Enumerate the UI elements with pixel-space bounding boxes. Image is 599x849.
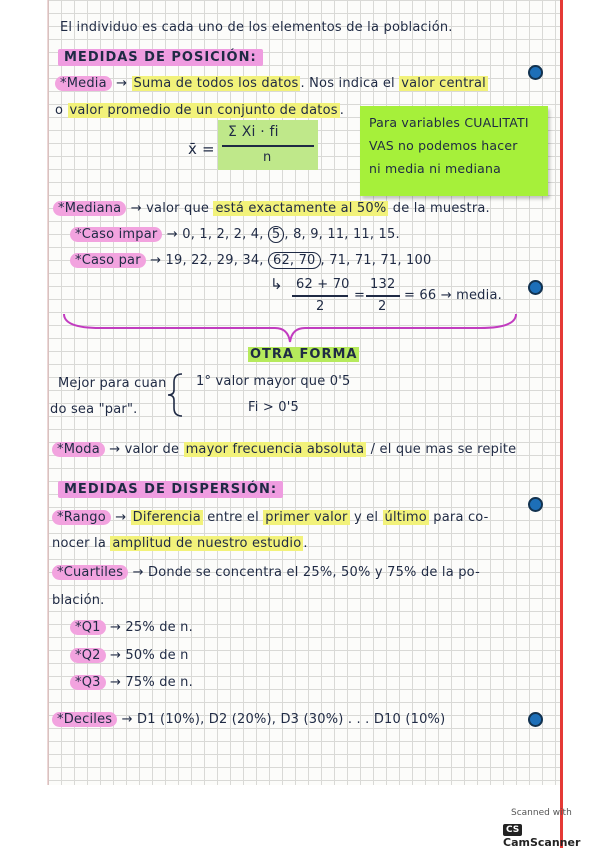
deciles-line [52, 712, 445, 727]
otra-forma-title [248, 347, 359, 362]
intro-line: El individuo es cada uno de los elementos de la población. [60, 20, 453, 35]
binder-hole-icon [528, 280, 543, 295]
rango-def-h: nocer la [52, 536, 106, 551]
mejor-line-2: do sea "par". [50, 402, 138, 417]
par-median-oval: 62, 70 [268, 252, 321, 269]
rango-primer-highlight: primer valor [265, 510, 348, 525]
rango-def-e: y el [353, 510, 379, 525]
sticky-line-3: ni media ni mediana [369, 161, 501, 176]
binder-hole-icon [528, 712, 543, 727]
section-title-text: MEDIDAS DE POSICIÓN: [58, 49, 263, 66]
calc-arrow: ↳ [270, 275, 283, 293]
rango-line-2 [52, 536, 308, 551]
q2-label: *Q2 [70, 648, 106, 663]
scanned-with-label: Scanned with [511, 808, 572, 818]
camscanner-badge-icon: CS [503, 824, 522, 836]
q1-line [70, 620, 193, 635]
red-margin-line [560, 0, 563, 848]
impar-values-a: → 0, 1, 2, 2, 4, [166, 227, 264, 242]
formula-numerator: Σ Xi · fi [228, 124, 279, 140]
impar-label: *Caso impar [70, 227, 162, 242]
sticky-line-1: Para variables CUALITATI [369, 115, 529, 130]
camscanner-brand: CamScanner [503, 836, 581, 849]
media-def-text: . Nos indica el [300, 76, 395, 91]
cuartiles-line [52, 565, 480, 580]
media-line-2 [55, 103, 344, 118]
formula-lhs: x̄ = [188, 140, 215, 158]
q3-label: *Q3 [70, 675, 106, 690]
sticky-line-2: VAS no podemos hacer [369, 138, 518, 153]
media-label: *Media [55, 76, 112, 91]
moda-label: *Moda [52, 442, 105, 457]
q1-label: *Q1 [70, 620, 106, 635]
calc-numerator: 62 + 70 [296, 277, 350, 292]
rango-def-c: entre el [207, 510, 259, 525]
media-def-o: o [55, 103, 64, 118]
condition-1: 1° valor mayor que 0'5 [196, 374, 351, 389]
moda-def-c: / el que mas se repite [370, 442, 517, 457]
curly-brace-icon [166, 372, 186, 418]
moda-def-a: → valor de [109, 442, 180, 457]
par-label: *Caso par [70, 253, 146, 268]
mediana-def-c: de la muestra. [392, 201, 490, 216]
condition-2: Fi > 0'5 [248, 400, 300, 415]
media-promedio-highlight: valor promedio de un conjunto de datos [69, 103, 338, 118]
deciles-def: → D1 (10%), D2 (20%), D3 (30%) . . . D10 (10%) [121, 712, 446, 727]
q3-def: → 75% de n. [109, 675, 193, 690]
section-title-position [58, 50, 263, 65]
rango-line [52, 510, 489, 525]
impar-line [70, 226, 400, 243]
rango-diferencia-highlight: Diferencia [132, 510, 201, 525]
media-arrow: → [116, 76, 128, 91]
section-title-dispersion [58, 482, 283, 497]
rango-def-j: . [303, 536, 308, 551]
rango-label: *Rango [52, 510, 111, 525]
calc-result: = 66 → media. [404, 288, 502, 303]
rango-amplitud-highlight: amplitud de nuestro estudio [112, 536, 302, 551]
rango-def-g: para co- [433, 510, 489, 525]
par-values-b: , 71, 71, 71, 100 [320, 253, 432, 268]
par-values-a: → 19, 22, 29, 34, [150, 253, 264, 268]
rango-ultimo-highlight: último [384, 510, 427, 525]
q3-line [70, 675, 193, 690]
binder-hole-icon [528, 65, 543, 80]
media-line [55, 76, 488, 91]
deciles-label: *Deciles [52, 712, 117, 727]
media-central-highlight: valor central [401, 76, 486, 91]
left-margin-line [47, 0, 49, 785]
calc-numerator-2: 132 [370, 277, 396, 292]
q2-def: → 50% de n [109, 648, 189, 663]
media-def-end: . [339, 103, 345, 118]
par-line [70, 252, 431, 269]
binder-hole-icon [528, 497, 543, 512]
otra-forma-text: OTRA FORMA [250, 347, 358, 362]
cuartiles-label: *Cuartiles [52, 565, 128, 580]
mediana-def-highlight: está exactamente al 50% [215, 201, 387, 216]
dispersion-title-text: MEDIDAS DE DISPERSIÓN: [58, 481, 283, 498]
cuartiles-def-a: → Donde se concentra el 25%, 50% y 75% de la po- [132, 565, 480, 580]
formula-denominator: n [263, 150, 272, 165]
sticky-note [360, 106, 548, 196]
calc-denominator-2: 2 [378, 299, 387, 314]
calc-equals-1: = [354, 288, 366, 303]
mejor-line-1: Mejor para cuan [58, 376, 167, 391]
mediana-def-a: → valor que [130, 201, 210, 216]
calc-denominator-1: 2 [316, 299, 325, 314]
mediana-label: *Mediana [53, 201, 126, 216]
formula-fraction-bar [222, 145, 314, 147]
media-def-highlight: Suma de todos los datos [133, 76, 299, 91]
impar-values-b: , 8, 9, 11, 11, 15. [284, 227, 400, 242]
horizontal-brace-icon [60, 310, 520, 348]
calc-fraction-bar-1 [292, 295, 348, 297]
cuartiles-line-2: blación. [52, 593, 105, 608]
rango-arrow: → [115, 510, 127, 525]
calc-fraction-bar-2 [366, 295, 400, 297]
q1-def: → 25% de n. [109, 620, 193, 635]
moda-def-highlight: mayor frecuencia absoluta [185, 442, 365, 457]
mediana-line [53, 201, 490, 216]
impar-median-circle: 5 [268, 226, 284, 243]
camscanner-logo [503, 822, 599, 849]
moda-line [52, 442, 516, 457]
q2-line [70, 648, 189, 663]
